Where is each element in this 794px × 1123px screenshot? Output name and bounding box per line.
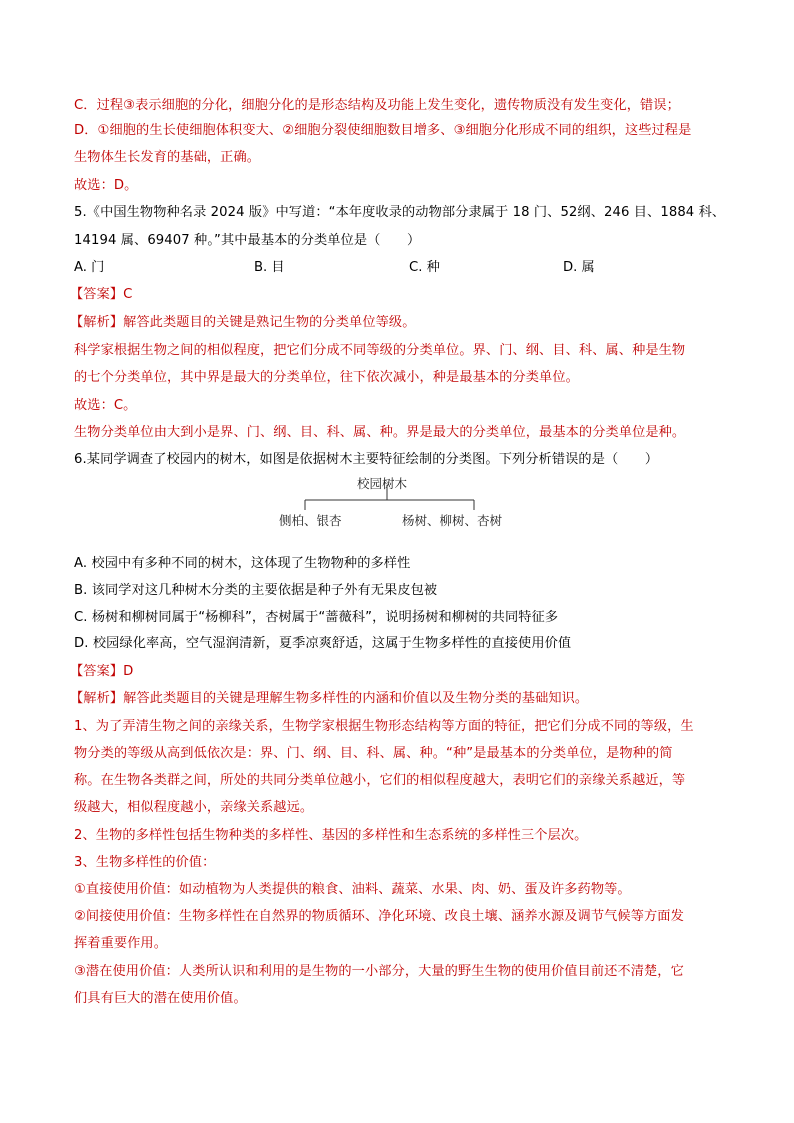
q5-option-c: C. 种 — [409, 260, 440, 275]
q6-value-2-line-2: 挥着重要作用。 — [74, 936, 168, 951]
diagram-left-label: 侧柏、银杏 — [279, 513, 342, 528]
q5-option-a: A. 门 — [74, 260, 105, 275]
explanation-d-line-1: D．①细胞的生长使细胞体积变大、②细胞分裂使细胞数目增多、③细胞分化形成不同的组织，这些过程是 — [74, 123, 692, 138]
answer-select-d: 故选：D。 — [74, 178, 138, 193]
q5-option-d: D. 属 — [563, 260, 595, 275]
q5-select: 故选：C。 — [74, 398, 137, 413]
diagram-right-label: 杨树、柳树、杏树 — [402, 513, 503, 528]
answer-label: 【答案】 — [70, 287, 124, 302]
q6-point-1-line-3: 称。在生物各类群之间，所处的共同分类单位越小，它们的相似程度越大，表明它们的亲缘关系越近，等 — [74, 773, 686, 788]
diagram-root-label: 校园树木 — [357, 476, 408, 491]
q6-point-1-line-2: 物分类的等级从高到低依次是：界、门、纲、目、科、属、种。“种”是最基本的分类单位，是物种的简 — [74, 746, 673, 761]
q6-point-1-line-4: 级越大，相似程度越小，亲缘关系越远。 — [74, 800, 314, 815]
answer-value: D — [123, 664, 134, 679]
q6-stem: 6.某同学调查了校园内的树木，如图是依据树木主要特征绘制的分类图。下列分析错误的是（ ） — [74, 452, 659, 467]
q6-point-3: 3、生物多样性的价值： — [74, 855, 216, 870]
q6-option-b: B. 该同学对这几种树木分类的主要依据是种子外有无果皮包被 — [74, 583, 438, 598]
q6-answer — [70, 662, 133, 682]
q5-analysis-line-2: 的七个分类单位，其中界是最大的分类单位，往下依次减小，种是最基本的分类单位。 — [74, 370, 579, 385]
q6-value-2-line-1: ②间接使用价值：生物多样性在自然界的物质循环、净化环境、改良土壤、涵养水源及调节气候等方面发 — [74, 909, 684, 924]
q6-analysis-intro — [70, 689, 588, 709]
explanation-c-line: C．过程③表示细胞的分化，细胞分化的是形态结构及功能上发生变化，遗传物质没有发生变化，错误； — [74, 98, 680, 113]
q6-point-1-line-1: 1、为了弄清生物之间的亲缘关系，生物学家根据生物形态结构等方面的特征，把它们分成不同的等级，生 — [74, 719, 694, 734]
explanation-d-line-2: 生物体生长发育的基础，正确。 — [74, 150, 261, 165]
q6-value-1: ①直接使用价值：如动植物为人类提供的粮食、油料、蔬菜、水果、肉、奶、蛋及许多药物等。 — [74, 882, 631, 897]
answer-value: C — [123, 287, 133, 302]
analysis-intro-text: 解答此类题目的关键是熟记生物的分类单位等级。 — [123, 315, 416, 330]
q6-value-3-line-2: 们具有巨大的潜在使用价值。 — [74, 991, 247, 1006]
analysis-intro-text: 解答此类题目的关键是理解生物多样性的内涵和价值以及生物分类的基础知识。 — [123, 691, 589, 706]
q5-analysis-line-1: 科学家根据生物之间的相似程度，把它们分成不同等级的分类单位。界、门、纲、目、科、属、种是生物 — [74, 343, 686, 358]
q6-option-c: C. 杨树和柳树同属于“杨柳科”，杏树属于“蔷薇科”，说明扬树和柳树的共同特征多 — [74, 610, 559, 625]
answer-label: 【答案】 — [70, 664, 124, 679]
analysis-label: 【解析】 — [70, 691, 124, 706]
q6-option-a: A. 校园中有多种不同的树木，这体现了生物物种的多样性 — [74, 556, 411, 571]
q6-point-2: 2、生物的多样性包括生物种类的多样性、基因的多样性和生态系统的多样性三个层次。 — [74, 828, 588, 843]
analysis-label: 【解析】 — [70, 315, 124, 330]
q5-stem-line-2: 14194 属、69407 种。”其中最基本的分类单位是（ ） — [74, 233, 421, 248]
q6-option-d: D. 校园绿化率高，空气湿润清新，夏季凉爽舒适，这属于生物多样性的直接使用价值 — [74, 636, 572, 651]
q6-value-3-line-1: ③潜在使用价值：人类所认识和利用的是生物的一小部分，大量的野生生物的使用价值目前还不清楚，它 — [74, 964, 684, 979]
q5-summary: 生物分类单位由大到小是界、门、纲、目、科、属、种。界是最大的分类单位，最基本的分类单位是种。 — [74, 425, 686, 440]
q5-option-b: B. 目 — [254, 260, 285, 275]
q5-stem-line-1: 5.《中国生物物种名录 2024 版》中写道：“本年度收录的动物部分隶属于 18 门、52纲、246 目、1884 科、 — [74, 205, 726, 220]
